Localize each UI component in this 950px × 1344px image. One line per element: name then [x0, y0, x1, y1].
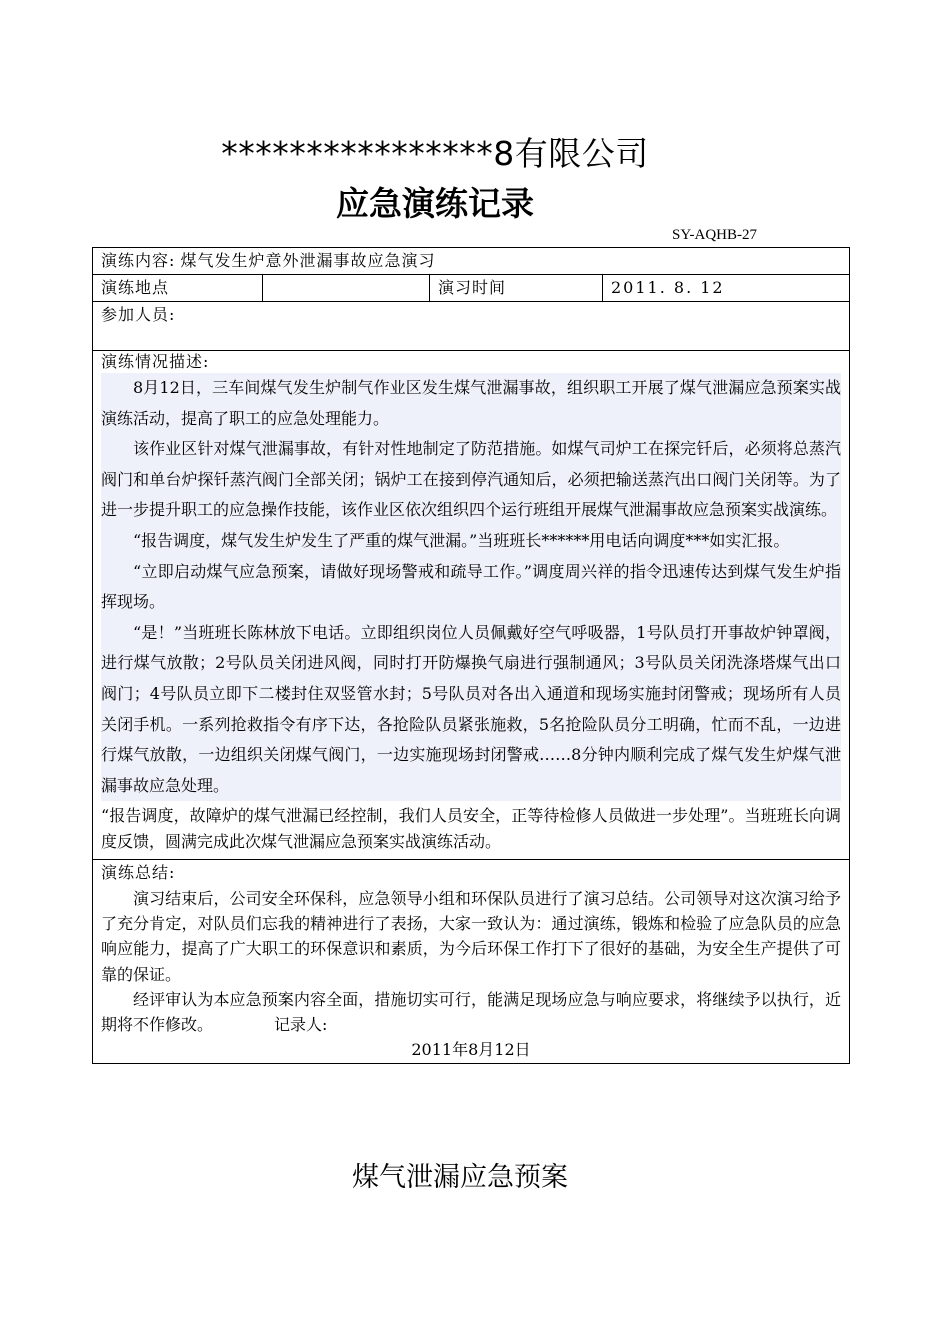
description-row [93, 351, 850, 860]
company-name: ****************8有限公司 [221, 134, 649, 173]
summary-paragraph: 演习结束后，公司安全环保科，应急领导小组和环保队员进行了演习总结。公司领导对这次演习给予了充分肯定，对队员们忘我的精神进行了表扬，大家一致认为：通过演练，锻炼和检验了应急队员的应急响应能力，提高了广大职工的环保意识和素质，为今后环保工作打下了很好的基础，为安全生产提供了可靠的保证。 [101, 888, 842, 984]
drill-record-table [92, 247, 850, 1064]
summary-label: 演练总结: [101, 863, 176, 883]
location-label: 演练地点 [93, 275, 263, 302]
description-paragraph: 该作业区针对煤气泄漏事故，有针对性地制定了防范措施。如煤气司炉工在探完钎后，必须将总蒸汽阀门和单台炉探钎蒸汽阀门全部关闭；锅炉工在接到停汽通知后，必须把输送蒸汽出口阀门关闭等。为了进一步提升职工的应急操作技能，该作业区依次组织四个运行班组开展煤气泄漏事故应急预案实战演练。 [101, 434, 841, 526]
content-value: 煤气发生炉意外泄漏事故应急演习 [180, 251, 436, 270]
location-row [93, 275, 850, 302]
description-paragraph: “是！”当班班长陈林放下电话。立即组织岗位人员佩戴好空气呼吸器，1号队员打开事故炉钟罩阀，进行煤气放散；2号队员关闭进风阀，同时打开防爆换气扇进行强制通风；3号队员关闭洗涤塔煤气出口阀门；4号队员立即下二楼封住双竖管水封；5号队员对各出入通道和现场实施封闭警戒；现场所有人员关闭手机。一系列抢救指令有序下达，各抢险队员紧张施救，5名抢险队员分工明确，忙而不乱，一边进行煤气放散，一边组织关闭煤气阀门，一边实施现场封闭警戒……8分钟内顺利完成了煤气发生炉煤气泄漏事故应急处理。 [101, 618, 841, 802]
description-paragraph: “立即启动煤气应急预案，请做好现场警戒和疏导工作。”调度周兴祥的指令迅速传达到煤气发生炉指挥现场。 [101, 557, 841, 618]
description-paragraph: 8月12日，三车间煤气发生炉制气作业区发生煤气泄漏事故，组织职工开展了煤气泄漏应急预案实战演练活动，提高了职工的应急处理能力。 [101, 373, 841, 434]
content-row [93, 248, 850, 275]
record-date: 2011年8月12日 [411, 1040, 531, 1060]
location-value [263, 275, 430, 302]
description-closing: “报告调度，故障炉的煤气泄漏已经控制，我们人员安全，正等待检修人员做进一步处理”。当班班长向调度反馈，圆满完成此次煤气泄漏应急预案实战演练活动。 [101, 806, 842, 852]
participants-row [93, 302, 850, 351]
description-label: 演练情况描述: [101, 352, 210, 371]
participants-label: 参加人员: [101, 305, 176, 324]
description-paragraph: “报告调度，煤气发生炉发生了严重的煤气泄漏。”当班班长******用电话向调度***如实汇报。 [101, 526, 841, 557]
next-section-title: 煤气泄漏应急预案 [352, 1162, 568, 1193]
time-value: 2011. 8. 12 [603, 275, 850, 302]
time-label: 演习时间 [430, 275, 603, 302]
summary-paragraph [101, 987, 841, 1038]
document-title: 应急演练记录 [336, 184, 534, 223]
summary-text: 经评审认为本应急预案内容全面，措施切实可行，能满足现场应急与响应要求，将继续予以执行，近期将不作修改。 [101, 989, 842, 1035]
recorder-label: 记录人: [274, 1015, 328, 1035]
summary-row [93, 860, 850, 1063]
content-label: 演练内容: [101, 251, 176, 270]
document-code: SY-AQHB-27 [672, 227, 758, 243]
